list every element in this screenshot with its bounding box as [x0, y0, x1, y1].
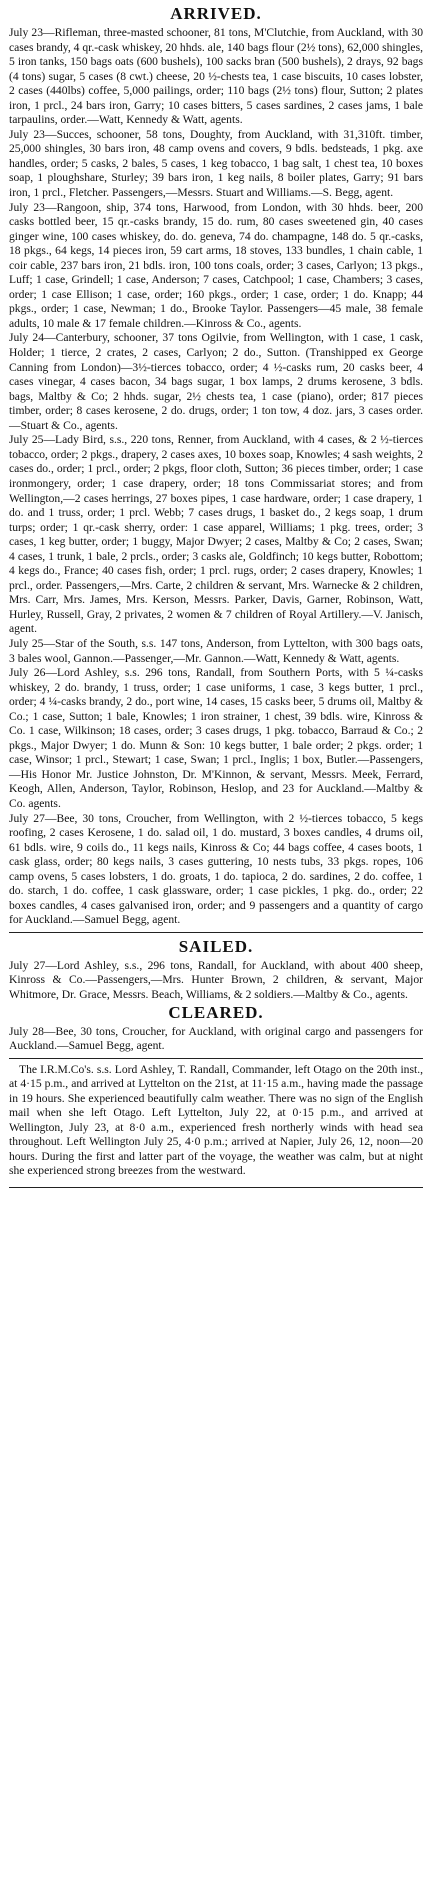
arrival-entry: July 23—Succes, schooner, 58 tons, Doughty, from Auckland, with 31,310ft. timber, 25,000 shingles, 30 bars iron, 48 camp ovens and covers, 9 bdls. bedsteads, 1 pkg. axe handles, order; 5 casks, 2 bales, 5 cases, 1 keg tobacco, 1 bag salt, 1 chest tea, 10 boxes soap, 1 ploughshare, Sturley; 39 bars iron, 1 keg nails, 8 boiler plates, Garry; 91 bars iron, 1 prcl., Fletcher. Passengers,—Messrs. Stuart and Williams.—S. Begg, agent.	[9, 127, 423, 200]
arrival-entry: July 23—Rifleman, three-masted schooner, 81 tons, M'Clutchie, from Auckland, with 30 cases brandy, 4 qr.-cask whiskey, 20 hhds. ale, 140 bags flour (2½ tons), 62,000 shingles, 5 iron tanks, 150 bags oats (600 bushels), 100 sacks bran (500 bushels), 2 drays, 92 bags (4 tons) sugar, 5 cases (8 cwt.) cheese, 20 ½-chests tea, 1 case biscuits, 10 cases lobster, 2 cases (440lbs) coffee, 5,000 pailings, order; 110 bags (2½ tons) flour, Sutton; 2 plates iron, 1 prcl., 24 bars iron, Garry; 10 cases bitters, 5 cases sardines, 2 cases jams, 1 bale tarpaulins, order.—Watt, Kennedy & Watt, agents.	[9, 26, 423, 127]
section-divider	[9, 1058, 423, 1059]
clearance-entry: July 28—Bee, 30 tons, Croucher, for Auckland, with original cargo and passengers for Auckland.—Samuel Begg, agent.	[9, 1024, 423, 1053]
arrival-entry: July 26—Lord Ashley, s.s. 296 tons, Randall, from Southern Ports, with 5 ¼-casks whiskey, 2 do. brandy, 1 truss, order; 1 case uniforms, 1 case, 3 kegs butter, 1 prcl., order; 4 ¼-casks brandy, 2 do., port wine, 14 cases, 15 casks beer, 5 drums oil, Maltby & Co.; 1 case, Sutton; 1 bale, Knowles; 1 iron strainer, 1 chest, 39 bdls. wire, Kinross & Co. 1 case, Wilkinson; 18 cases, order; 3 cases drugs, 1 pkg. tobacco, Barraud & Co.; 2 pkgs., Major Dwyer; 1 do. Munn & Son: 10 kegs butter, 1 bale order; 2 pkgs. order; 1 case, Winsor; 1 prcl., Stewart; 1 case, Swan; 1 prcl., Inglis; 1 box, Butler.—Passengers,—His Honor Mr. Justice Johnston, Dr. M'Kinnon, & servant, Messrs. Meek, Ferrard, Keogh, Allen, Anderson, Taylor, Robinson, Heslop, and 23 for Auckland.—Maltby & Co. agents.	[9, 666, 423, 810]
arrival-entry: July 25—Lady Bird, s.s., 220 tons, Renner, from Auckland, with 4 cases, & 2 ½-tierces tobacco, order; 2 pkgs., drapery, 2 cases axes, 10 boxes soap, Knowles; 4 sash weights, 2 cases do., order; 1 prcl., order; 2 pkgs, floor cloth, Sutton; 36 pieces timber, order; 1 case ironmongery, order; 1 case drapery, order; 18 tons Commissariat stores; and from Wellington,—2 cases herrings, 27 boxes pipes, 1 case hardware, order; 1 case drapery, 1 do. and 1 truss, order; 1 prcl. Webb; 7 cases drugs, 1 basket do., 2 kegs soap, 1 drum turps; order; 1 qr.-cask sherry, order: 1 case apparel, Williams; 1 pkg. trees, order; 3 cases, 1 keg butter, order; 1 buggy, Major Dwyer; 2 cases, Maltby & Co; 2 cases, Swan; 4 cases, 1 trunk, 1 bale, 2 prcls., order; 3 casks ale, Goldfinch; 10 kegs butter, Robottom; 4 kegs do., France; 40 cases fish, order; 1 prcl. rugs, order; 2 cases drapery, Knowles; 1 prcl., order. Passengers,—Mrs. Carte, 2 children & servant, Mrs. Warnecke & 2 children, Mrs. Carr, Mrs. James, Mrs. Kerson, Messrs. Parker, Davis, Garner, Robinson, Watt, Hurley, Russell, Gray, 2 privates, 2 women & 7 children of Royal Artillery.—V. Janisch, agent.	[9, 433, 423, 636]
arrived-entries	[9, 26, 423, 928]
arrival-entry: July 25—Star of the South, s.s. 147 tons, Anderson, from Lyttelton, with 300 bags oats, 3 bales wool, Gannon.—Passenger,—Mr. Gannon.—Watt, Kennedy & Watt, agents.	[9, 636, 423, 665]
voyage-note: The I.R.M.Co's. s.s. Lord Ashley, T. Randall, Commander, left Otago on the 20th inst., at 4·15 p.m., and arrived at Lyttelton on the 21st, at 11·15 a.m., having made the passage in 19 hours. She experienced beautifully calm weather. There was no sign of the English mail when she left Otago. Left Lyttelton, July 22, at 0·15 p.m., and arrived at Wellington, July 23, at 8·0 a.m., experienced fresh northerly winds with head sea throughout. Left Wellington July 25, 4·0 p.m.; arrived at Napier, July 26, 12, noon—20 hours. During the first and latter part of the voyage, the weather was calm, but at night she experienced strong breezes from the westward.	[9, 1062, 423, 1178]
bottom-rule	[9, 1187, 423, 1188]
voyage-note-block	[9, 1063, 423, 1179]
cleared-entries	[9, 1025, 423, 1054]
sailed-heading: SAILED.	[178, 936, 254, 956]
arrival-entry: July 27—Bee, 30 tons, Croucher, from Wellington, with 2 ½-tierces tobacco, 5 kegs roofing, 2 cases Kerosene, 1 do. salad oil, 1 do. mustard, 3 boxes candles, 4 drums oil, 61 bdls. wire, 9 coils do., 11 kegs nails, Kinross & Co; 44 bags coffee, 4 cases boots, 1 cask glass, order; 80 kegs nails, 3 cases guttering, 10 nests tubs, 33 pkgs. ropes, 106 camp ovens, 5 cases lobsters, 1 do. groats, 1 do. tapioca, 2 do. sardines, 2 do. coffee, 1 do. starch, 1 do. coffee, 1 cask glassware, order; 1 case pickles, 1 pkg. do., order; 22 boxes candles, 4 cases galvanised iron, order; and 9 passengers and a quantity of cargo for Auckland.—Samuel Begg, agent.	[9, 811, 423, 927]
sailing-entry: July 27—Lord Ashley, s.s., 296 tons, Randall, for Auckland, with about 400 sheep, Kinross & Co.—Passengers,—Mrs. Hunter Brown, 2 children, & servant, Major Whitmore, Dr. Grace, Messrs. Beach, Williams, & 2 soldiers.—Maltby & Co., agents.	[9, 958, 423, 1001]
arrival-entry: July 24—Canterbury, schooner, 37 tons Ogilvie, from Wellington, with 1 case, 1 cask, Holder; 1 tierce, 2 crates, 2 cases, Carlyon; 2 do., Sutton. (Transhipped ex George Canning from London)—3½-tierces tobacco, order; 4 ½-casks rum, 20 casks beer, 4 cases vinegar, 4 cases bacon, 34 bags sugar, 1 box lamps, 2 drums kerosene, 3 bdls. bags, Maltby & Co; 2 hhds. sugar, 2½ chests tea, 1 case (piano), order; 817 pieces timber, order; 8 cases kerosene, 2 do. drugs, order; 1 ton tow, 4 doz. jars, 3 cases order.—Stuart & Co., agents.	[9, 331, 423, 432]
cleared-heading: CLEARED.	[168, 1002, 264, 1022]
arrival-entry: July 23—Rangoon, ship, 374 tons, Harwood, from London, with 30 hhds. beer, 200 casks bottled beer, 15 qr.-casks brandy, 15 do. rum, 80 cases sweetened gin, 40 cases ginger wine, 100 cases whiskey, do. do. geneva, 74 do. champagne, 148 do. 5 qr.-casks, 18 pkgs., 64 kegs, 14 pieces iron, 59 cart arms, 18 stoves, 133 bundles, 1 chain cable, 1 coir cable, 237 bars iron, 21 bdls. iron, 100 tons coals, order; 3 cases, Carlyon; 13 pkgs., Luff; 1 case, Grindell; 1 case, Anderson; 7 cases, Catchpool; 1 case, Chambers; 3 cases, order; 1 case Ellison; 1 case, order; 160 pkgs., order; 1 case, order; 1 do. Knapp; 44 pkgs., order; 1 case, Newman; 1 do., Brooke Taylor. Passengers—45 male, 38 female adults, 10 male & 17 female children.—Kinross & Co., agents.	[9, 200, 423, 330]
section-divider	[9, 932, 423, 933]
arrived-heading: ARRIVED.	[170, 4, 262, 23]
sailed-entries	[9, 959, 423, 1003]
